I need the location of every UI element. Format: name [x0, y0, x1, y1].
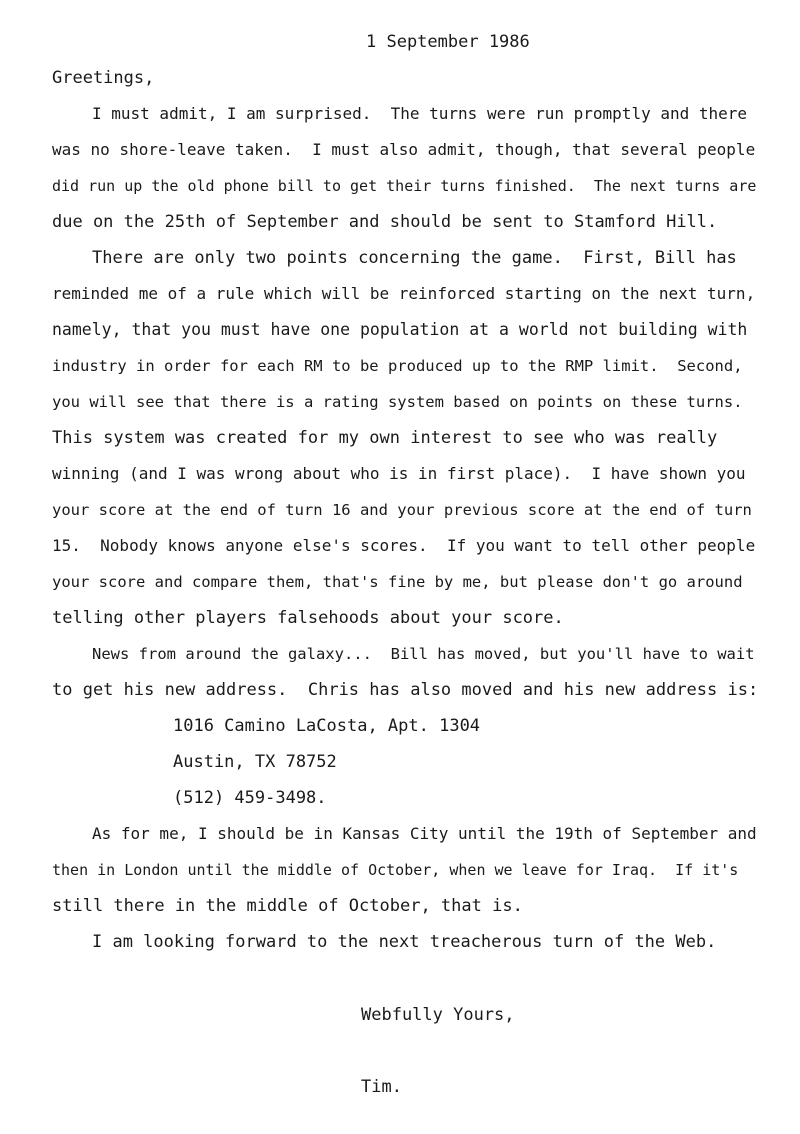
paragraph2-line: There are only two points concerning the game. First, Bill has [92, 248, 737, 268]
paragraph2-line: This system was created for my own interest to see who was really [52, 428, 718, 448]
paragraph5-line: I am looking forward to the next treacherous turn of the Web. [92, 932, 717, 952]
paragraph2-line: industry in order for each RM to be produced up to the RMP limit. Second, [52, 357, 743, 375]
paragraph4-line: As for me, I should be in Kansas City until the 19th of September and [92, 824, 757, 843]
paragraph4-line: then in London until the middle of October, when we leave for Iraq. If it's [52, 861, 739, 879]
closing: Webfully Yours, [361, 1005, 515, 1025]
paragraph1-line: did run up the old phone bill to get their turns finished. The next turns are [52, 177, 757, 195]
paragraph2-line: namely, that you must have one population at a world not building with [52, 320, 748, 339]
paragraph2-line: your score at the end of turn 16 and your previous score at the end of turn [52, 501, 752, 519]
paragraph1-line: I must admit, I am surprised. The turns were run promptly and there [92, 104, 748, 123]
paragraph2-line: your score and compare them, that's fine by me, but please don't go around [52, 573, 743, 591]
paragraph2-line: reminded me of a rule which will be reinforced starting on the next turn, [52, 284, 756, 303]
paragraph2-line: winning (and I was wrong about who is in first place). I have shown you [52, 464, 746, 483]
paragraph3-line: News from around the galaxy... Bill has moved, but you'll have to wait [92, 645, 755, 663]
paragraph1-line: was no shore-leave taken. I must also admit, though, that several people [52, 140, 756, 159]
paragraph2-line: telling other players falsehoods about your score. [52, 608, 564, 628]
phone-number: (512) 459-3498. [173, 788, 327, 808]
address-line: Austin, TX 78752 [173, 752, 337, 772]
letter-date: 1 September 1986 [366, 32, 530, 52]
paragraph2-line: 15. Nobody knows anyone else's scores. If you want to tell other people [52, 536, 756, 555]
paragraph3-line: to get his new address. Chris has also moved and his new address is: [52, 680, 759, 700]
address-line: 1016 Camino LaCosta, Apt. 1304 [173, 716, 481, 736]
signature: Tim. [361, 1077, 402, 1097]
greeting: Greetings, [52, 68, 155, 88]
paragraph2-line: you will see that there is a rating system based on points on these turns. [52, 393, 743, 411]
paragraph4-line: still there in the middle of October, that is. [52, 896, 523, 916]
paragraph1-line: due on the 25th of September and should be sent to Stamford Hill. [52, 212, 718, 232]
